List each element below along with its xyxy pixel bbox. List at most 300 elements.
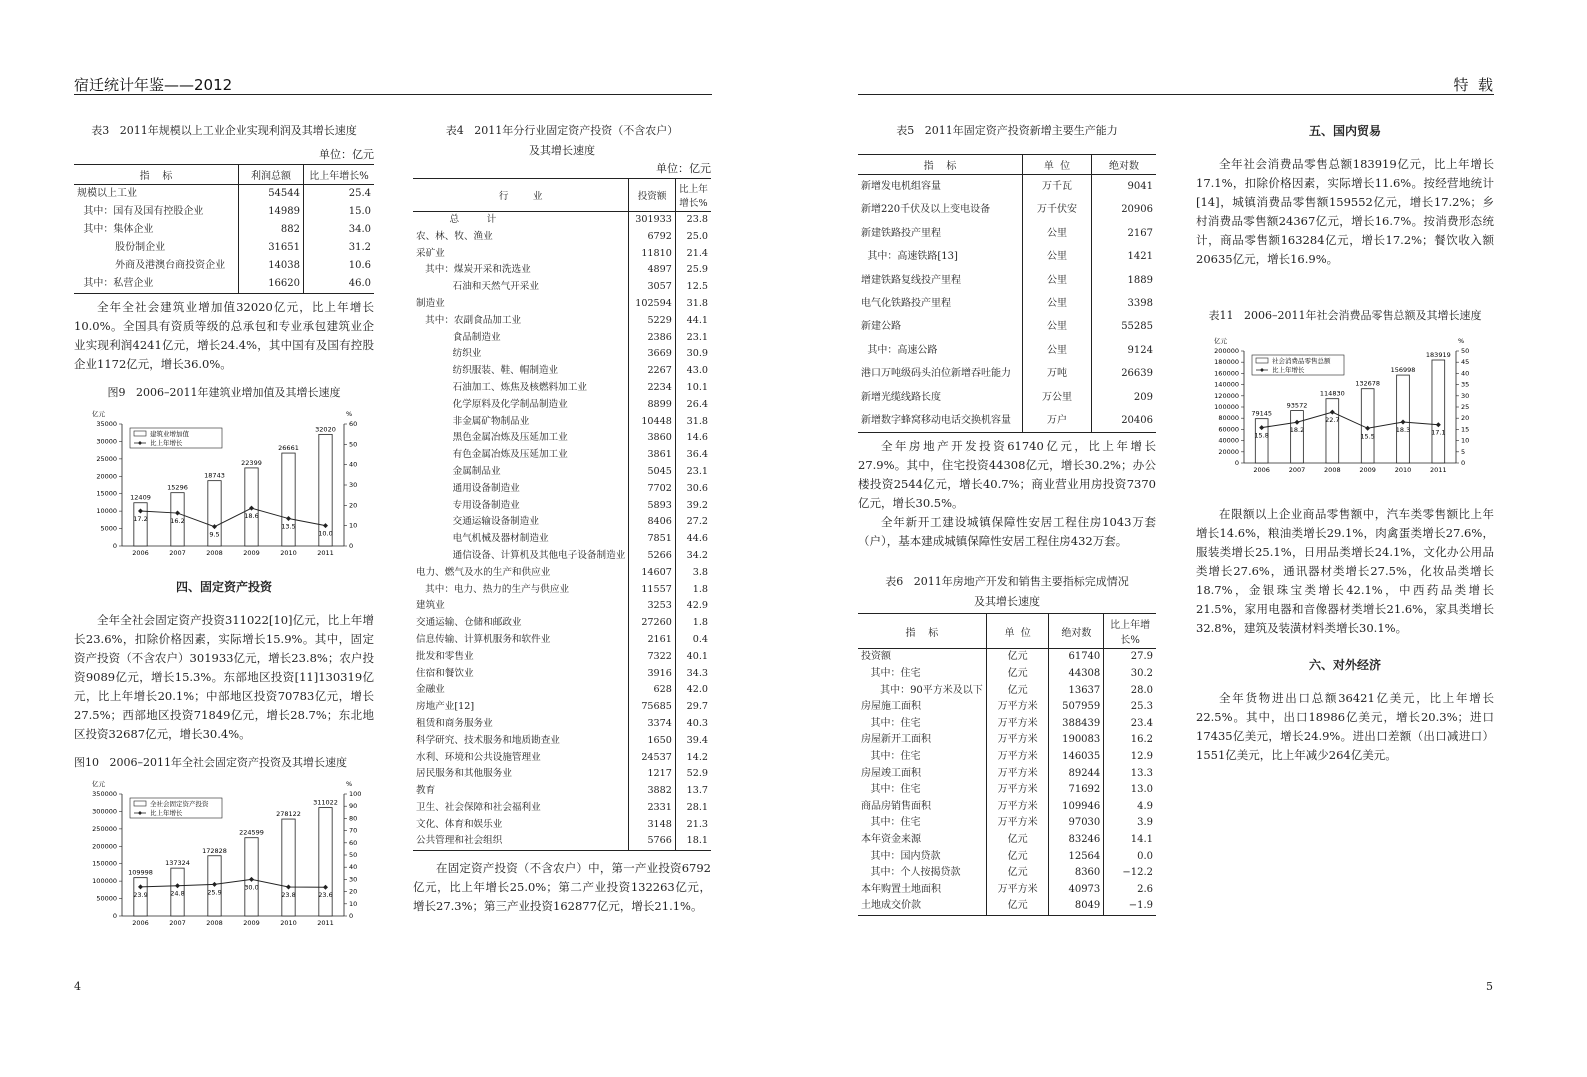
chart-line-value-label: 15.8 [1254,431,1269,440]
table4-cell: 水利、环境和公共设施管理业 [416,751,541,763]
table4-row [413,666,711,683]
table6-cell: 其中：住宅 [861,717,921,729]
table4-cell: 5229 [629,313,676,330]
table6-cell: 房屋新开工面积 [861,734,931,746]
table4-cell: 26.4 [675,397,711,414]
table3-col-header: 比上年增长% [304,165,375,185]
table6-row [858,766,1156,783]
chart-y2-tick-label: 40 [1461,369,1470,378]
table5-cell: 公里 [1023,269,1092,292]
table4-row [413,481,711,498]
table5-row [858,222,1156,245]
table4-cell: 30.9 [675,346,711,363]
table4-row [413,615,711,632]
left-col-1 [74,122,374,934]
table4-cell: 教育 [416,785,436,797]
chart-bar [282,453,295,546]
table4-row [413,649,711,666]
chart-line-value-label: 30.0 [244,883,259,892]
table4-cell: 食品制造业 [416,331,501,343]
left-header-title: 宿迁统计年鉴——2012 [74,76,233,94]
table5-cell: 20906 [1092,198,1157,221]
para-construction: 全年全社会建筑业增加值32020亿元，比上年增长10.0%。全国具有资质等级的总承包和专业承包建筑业企业实现利润4241亿元，增长24.4%，其中国有及国有控股企业1172亿元，增长36.0%。 [74,300,374,371]
table5-row [858,409,1156,433]
chart-x-tick-label: 2010 [1394,466,1412,474]
table4-cell: 27.2 [675,514,711,531]
table4-cell: 8406 [629,514,676,531]
table4-row [413,699,711,716]
chart-bar [1397,375,1410,463]
table5-row [858,362,1156,385]
table4-col-header: 比上年增长% [675,179,711,212]
table6-cell: 8360 [1049,865,1104,882]
chart-line-value-label: 18.2 [1289,426,1305,435]
table6-row [858,649,1156,666]
table3-row [74,221,374,239]
table6-cell: 万平方米 [986,699,1049,716]
chart-y-tick-label: 60000 [1218,425,1239,434]
chart-bar-value-label: 137324 [165,859,190,868]
chart-line-value-label: 15.5 [1360,432,1375,441]
table4-row [413,313,711,330]
chart-y-tick-label: 100000 [1214,403,1239,411]
table4-cell: 房地产业[12] [416,701,475,713]
chart-y2-tick-label: 10 [349,521,358,530]
table4-row [413,212,711,229]
table3-cell: 34.0 [304,221,375,239]
chart-line-value-label: 9.5 [209,530,220,539]
table4-cell: 居民服务和其他服务业 [416,768,512,780]
chart-legend-bar-swatch [134,801,146,806]
chart-bar-value-label: 278122 [276,810,301,819]
table6-row [858,732,1156,749]
table4-cell: 其中：煤炭开采和洗选业 [416,264,531,276]
table6-caption-line1: 表6 2011年房地产开发和销售主要指标完成情况 [885,575,1129,589]
chart-bar [1291,411,1304,463]
table6-cell: 亿元 [986,649,1049,666]
table5-cell: 万户 [1023,409,1092,433]
chart-y2-tick-label: 50 [349,851,358,859]
table3-row [74,185,374,204]
table6-col-header: 比上年增长% [1104,614,1156,649]
table4-cell: 农、林、牧、渔业 [416,230,493,242]
table6-cell: 13637 [1049,683,1104,700]
table6-cell: 28.0 [1104,683,1156,700]
table5-body [858,175,1156,433]
table4-cell: 23.1 [675,464,711,481]
table4-cell: 公共管理和社会组织 [413,833,629,850]
table4-row [413,498,711,515]
right-col-1 [858,122,1156,916]
table4-cell: 0.4 [675,632,711,649]
table4-cell: 42.9 [675,598,711,615]
table6-cell: 25.3 [1104,699,1156,716]
table5-cell: 20406 [1092,409,1157,433]
chart-line-value-label: 18.6 [244,512,259,521]
table6-cell: 0.0 [1104,849,1156,866]
para-trade-2: 在限额以上企业商品零售额中，汽车类零售额比上年增长14.6%，粮油类增长29.1%，肉禽蛋类增长27.6%，服装类增长25.1%，日用品类增长24.1%，文化办公用品类增长27.6%，通讯器材类增长27.5%，化妆品类增长18.7%，金银珠宝类增长42.1%，中西药品类增长21.5%，家用电器和音像器材类增长21.6%，家具类增长32.8%，建筑及装潢材料类增长30.1%。 [1196,507,1494,635]
table6-cell: 3.9 [1104,815,1156,832]
chart-y-tick-label: 0 [112,542,117,550]
table6-col-header: 单 位 [986,614,1049,649]
chart-bar-value-label: 109998 [128,868,153,877]
table3-unit: 单位：亿元 [319,148,374,161]
chart-legend-bar-swatch [134,431,146,436]
table4-cell: 2386 [629,330,676,347]
table3-cell: 31651 [239,239,304,257]
table5-col-header: 指 标 [858,155,1023,175]
table6-cell: 本年购置土地面积 [861,883,941,895]
para-realestate-1: 全年房地产开发投资61740亿元，比上年增长27.9%。其中，住宅投资44308亿元，增长30.2%；办公楼投资2544亿元，增长40.7%；商业营业用房投资7370亿元，增长30.5%。 [858,439,1156,511]
chart-bar-value-label: 183919 [1425,351,1451,360]
table6-cell: 97030 [1049,815,1104,832]
chart-bar-value-label: 15296 [167,483,188,492]
table4-row [413,817,711,834]
table4-cell: 交通运输、仓储和邮政业 [416,617,522,629]
chart-y2-tick-label: 10 [1461,436,1470,445]
chart-x-tick-label: 2008 [206,919,223,927]
table4-cell: 1217 [629,766,676,783]
table6-cell: 30.2 [1104,666,1156,683]
chart-x-tick-label: 2011 [1430,466,1447,474]
chart-y-tick-label: 25000 [96,454,117,463]
table6-cell: 万平方米 [986,882,1049,899]
chart-right-unit: % [1458,337,1465,345]
table6-row [858,799,1156,816]
table4-cell: 采矿业 [416,247,445,259]
table4-unit: 单位：亿元 [656,162,711,175]
table4-cell: 黑色金属冶炼及压延加工业 [416,432,568,444]
table6-cell: 71692 [1049,782,1104,799]
table5-caption: 表5 2011年固定资产投资新增主要生产能力 [896,124,1118,137]
table3-cell: 其中：国有及国有控股企业 [77,206,204,217]
table6-cell: 亿元 [986,849,1049,866]
table6-cell: 其中：个人按揭贷款 [861,867,961,879]
table4-cell: 23.1 [675,330,711,347]
table4-body [413,212,711,851]
chart-y-tick-label: 10000 [96,507,117,516]
chart-bar-value-label: 224599 [239,828,264,837]
chart-bar-value-label: 79145 [1251,409,1273,418]
table4-cell: 30.6 [675,481,711,498]
right-col-2 [1196,122,1494,765]
table4-cell: 金融业 [416,684,445,696]
chart-x-tick-label: 2010 [280,549,297,557]
table5-cell: 公里 [1023,245,1092,268]
table4-cell: 建筑业 [416,600,445,612]
chart-y-tick-label: 300000 [92,807,117,816]
para-industry-split: 在固定资产投资（不含农户）中，第一产业投资6792亿元，比上年增长25.0%；第二产业投资132263亿元，增长27.3%；第三产业投资162877亿元，增长21.1%。 [413,861,711,914]
table4-row [413,716,711,733]
chart-y-tick-label: 100000 [92,877,117,886]
chart-x-tick-label: 2008 [206,549,223,557]
chart-y-tick-label: 30000 [96,437,117,446]
table6-cell: 146035 [1049,749,1104,766]
chart-line-value-label: 23.6 [318,891,333,900]
table4-cell: 5045 [629,464,676,481]
table3-col-header: 利润总额 [239,165,304,185]
table4-cell: 石油和天然气开采业 [416,281,539,293]
table3-cell: 其中：私营企业 [74,275,239,294]
chart-x-tick-label: 2006 [1253,466,1270,474]
table4-cell: 2267 [629,363,676,380]
table6-cell: 4.9 [1104,799,1156,816]
para-realestate-2: 全年新开工建设城镇保障性安居工程住房1043万套（户），基本建成城镇保障性安居工程住房432万套。 [858,515,1156,549]
chart-y2-tick-label: 50 [349,440,358,449]
table4-cell: 文化、体育和娱乐业 [416,818,503,830]
table5-row [858,292,1156,315]
table5-row [858,315,1156,338]
table5-row [858,269,1156,292]
chart-bar [282,819,295,916]
chart-y2-tick-label: 30 [349,875,358,884]
table6-cell: 万平方米 [986,815,1049,832]
chart-x-tick-label: 2006 [132,919,149,927]
table3-cell: 882 [239,221,304,239]
table6-cell: 190083 [1049,732,1104,749]
table6-cell: 万平方米 [986,716,1049,733]
chart-y2-tick-label: 25 [1461,403,1470,411]
table4-cell: 21.4 [675,246,711,263]
table3-row [74,275,374,294]
table6-cell: 其中：90平方米及以下 [861,684,983,696]
left-header-rule [74,94,712,95]
table6-cell: 其中：国内贷款 [861,850,941,862]
chart-y2-tick-label: 20 [349,501,358,510]
table6-cell: 亿元 [986,666,1049,683]
table4-row [413,229,711,246]
table4-cell: 其中：电力、热力的生产与供应业 [416,583,570,595]
table4-cell: 信息传输、计算机服务和软件业 [416,633,551,645]
table4-cell: 31.8 [675,296,711,313]
chart-y2-tick-label: 90 [349,802,358,811]
table4-cell: 44.1 [675,313,711,330]
chart-x-tick-label: 2009 [243,549,260,557]
table4-row [413,447,711,464]
chart-y-tick-label: 200000 [92,842,117,851]
table4-cell: 12.5 [675,279,711,296]
table5-cell: 55285 [1092,315,1157,338]
table4-cell: 卫生、社会保障和社会福利业 [416,801,541,813]
table4-row [413,262,711,279]
table4-row [413,632,711,649]
chart-legend-line-label: 比上年增长 [150,439,183,447]
table6-cell: 388439 [1049,716,1104,733]
table6-cell: 其中：住宅 [861,817,921,829]
chart-x-tick-label: 2011 [317,549,334,557]
table4-cell: 通信设备、计算机及其他电子设备制造业 [416,549,626,561]
chart-y2-tick-label: 45 [1461,358,1470,367]
chart-y2-tick-label: 60 [349,838,358,847]
table6-cell: 14.1 [1104,832,1156,849]
table4-cell: 3882 [629,783,676,800]
chart-y-tick-label: 250000 [92,824,117,833]
right-header-title: 特 载 [1453,76,1493,94]
chart-bar-value-label: 172828 [202,846,227,855]
table5 [858,154,1156,433]
chart-legend-line-label: 比上年增长 [1272,366,1305,374]
table3-cell: 14038 [239,257,304,275]
table5-cell: 209 [1092,386,1157,409]
chart-legend-bar-swatch [1256,358,1268,363]
table4-cell: 3057 [629,279,676,296]
table4-row [413,783,711,800]
table4-caption-line2: 及其增长速度 [529,144,595,157]
table4-cell: 专用设备制造业 [416,499,520,511]
table4-cell: 29.7 [675,699,711,716]
table4-cell: 52.9 [675,766,711,783]
chart-bar [319,808,332,916]
table6-cell: 万平方米 [986,732,1049,749]
section6-title: 六、对外经济 [1308,658,1381,672]
chart-y2-tick-label: 70 [349,826,358,835]
table6-row [858,683,1156,700]
table3-col-header: 指 标 [74,165,239,185]
table6-cell: 亿元 [986,898,1049,915]
chart-x-tick-label: 2009 [1359,466,1376,474]
table5-cell: 港口万吨级码头泊位新增吞吐能力 [861,368,1011,380]
table5-col-header: 绝对数 [1092,155,1157,175]
table4-row [413,531,711,548]
table4-cell: 39.4 [675,733,711,750]
table6-cell: 投资额 [861,651,891,663]
chart-bar-value-label: 311022 [313,798,338,807]
table4-row [413,733,711,750]
table4-cell: 628 [629,682,676,699]
table4 [413,178,711,851]
table6-cell: 商品房销售面积 [861,800,931,812]
table5-cell: 万千瓦 [1023,175,1092,199]
chart-y2-tick-label: 10 [349,899,358,908]
table4-row [413,296,711,313]
table4-cell: 2161 [629,632,676,649]
table6-caption-line2: 及其增长速度 [974,595,1040,609]
fig9-title: 图9 2006–2011年建筑业增加值及其增长速度 [107,386,341,399]
chart-y-tick-label: 5000 [100,524,117,533]
fig10-title: 图10 2006–2011年全社会固定资产投资及其增长速度 [74,756,347,769]
chart-y2-tick-label: 30 [1461,391,1470,400]
table5-cell: 公里 [1023,222,1092,245]
chart-y-tick-label: 160000 [1214,369,1239,378]
table4-row [413,464,711,481]
table5-cell: 增建铁路复线投产里程 [861,274,961,286]
table4-cell: 非金属矿物制品业 [416,415,530,427]
table6-cell: 万平方米 [986,766,1049,783]
table4-cell: 25.9 [675,262,711,279]
table4-cell: 住宿和餐饮业 [416,667,474,679]
table6-body [858,649,1156,916]
table3-cell: 31.2 [304,239,375,257]
chart-right-unit: % [346,410,353,418]
table4-cell: 21.3 [675,817,711,834]
table4-cell: 电力、燃气及水的生产和供应业 [416,566,551,578]
chart-legend-bar-label: 建筑业增加值 [150,430,189,438]
chart-bar-value-label: 156998 [1390,366,1416,375]
table3-caption: 表3 2011年规模以上工业企业实现利润及其增长速度 [91,124,357,137]
table5-cell: 新建铁路投产里程 [861,227,941,239]
table6-cell: 其中：住宅 [861,751,921,763]
table4-row [413,582,711,599]
chart-bar-value-label: 22399 [241,458,262,467]
table4-cell: 通用设备制造业 [416,482,520,494]
table4-cell: 6792 [629,229,676,246]
table4-cell: 31.8 [675,414,711,431]
table3-cell: 25.4 [304,185,375,204]
table6-cell: −12.2 [1104,865,1156,882]
table5-cell: 新增发电机组容量 [861,181,941,192]
table3-body [74,185,374,294]
left-page-number: 4 [74,980,81,993]
table5-cell: 万公里 [1023,386,1092,409]
chart-bar [245,838,258,916]
chart-left-unit: 亿元 [92,410,105,418]
table3-cell: 14989 [239,203,304,221]
table4-cell: 租赁和商务服务业 [416,717,493,729]
table4-cell: 8899 [629,397,676,414]
chart-bar-value-label: 18743 [204,471,225,480]
table4-cell: 科学研究、技术服务和地质勘查业 [416,734,560,746]
table6-cell: 亿元 [986,865,1049,882]
para-investment: 全年全社会固定资产投资311022[10]亿元，比上年增长23.6%，扣除价格因素，实际增长15.9%。其中，固定资产投资（不含农户）301933亿元，增长23.8%；农户投资9089亿元，增长15.3%。东部地区投资[11]130319亿元，比上年增长20.1%；中部地区投资70783亿元，增长27.5%；西部地区投资71849亿元，增长28.7%；东北地区投资32687亿元，增长30.4%。 [74,613,374,741]
fig11-chart [1196,331,1486,481]
table3-row [74,203,374,221]
chart-bar-value-label: 114830 [1319,389,1345,398]
table6-cell: 亿元 [986,683,1049,700]
table4-cell: 39.2 [675,498,711,515]
table4-cell: 总 计 [416,214,497,225]
table4-cell: 102594 [629,296,676,313]
table6-cell: 13.3 [1104,766,1156,783]
chart-legend-bar-label: 社会消费品零售总额 [1272,357,1331,365]
table4-cell: 27260 [629,615,676,632]
table4-cell: 批发和零售业 [416,650,474,662]
table3-cell: 10.6 [304,257,375,275]
table4-cell: 制造业 [416,297,445,309]
chart-x-tick-label: 2007 [169,549,186,557]
table4-row [413,548,711,565]
table4-col-header: 行 业 [413,179,629,212]
chart-y-tick-label: 0 [112,912,117,920]
table4-cell: 3669 [629,346,676,363]
table5-cell: 其中：高速铁路[13] [861,251,958,263]
table3-cell: 54544 [239,185,304,204]
table4-cell: 3916 [629,666,676,683]
chart-y-tick-label: 50000 [96,894,117,903]
chart-y2-tick-label: 15 [1461,425,1470,434]
chart-line-value-label: 22.7 [1325,416,1340,425]
table4-row [413,397,711,414]
chart-growth-line [141,508,326,527]
table4-row [413,750,711,767]
chart-y-tick-label: 20000 [96,472,117,481]
table4-cell: 11557 [629,582,676,599]
table4-cell: 交通运输设备制造业 [416,516,539,528]
table6-cell: 89244 [1049,766,1104,783]
table6-cell: 万平方米 [986,782,1049,799]
table6-row [858,666,1156,683]
table4-cell: 14.6 [675,430,711,447]
table6-cell: 12.9 [1104,749,1156,766]
table3-cell: 规模以上工业 [77,188,137,199]
chart-y2-tick-label: 80 [349,814,358,823]
table4-row [413,330,711,347]
table3-cell: 16620 [239,275,304,294]
left-col-2 [413,122,711,916]
table6-cell: 其中：住宅 [861,784,921,796]
chart-bar-value-label: 26661 [278,444,299,453]
table6-row [858,749,1156,766]
table4-cell: 纺织业 [416,348,482,360]
